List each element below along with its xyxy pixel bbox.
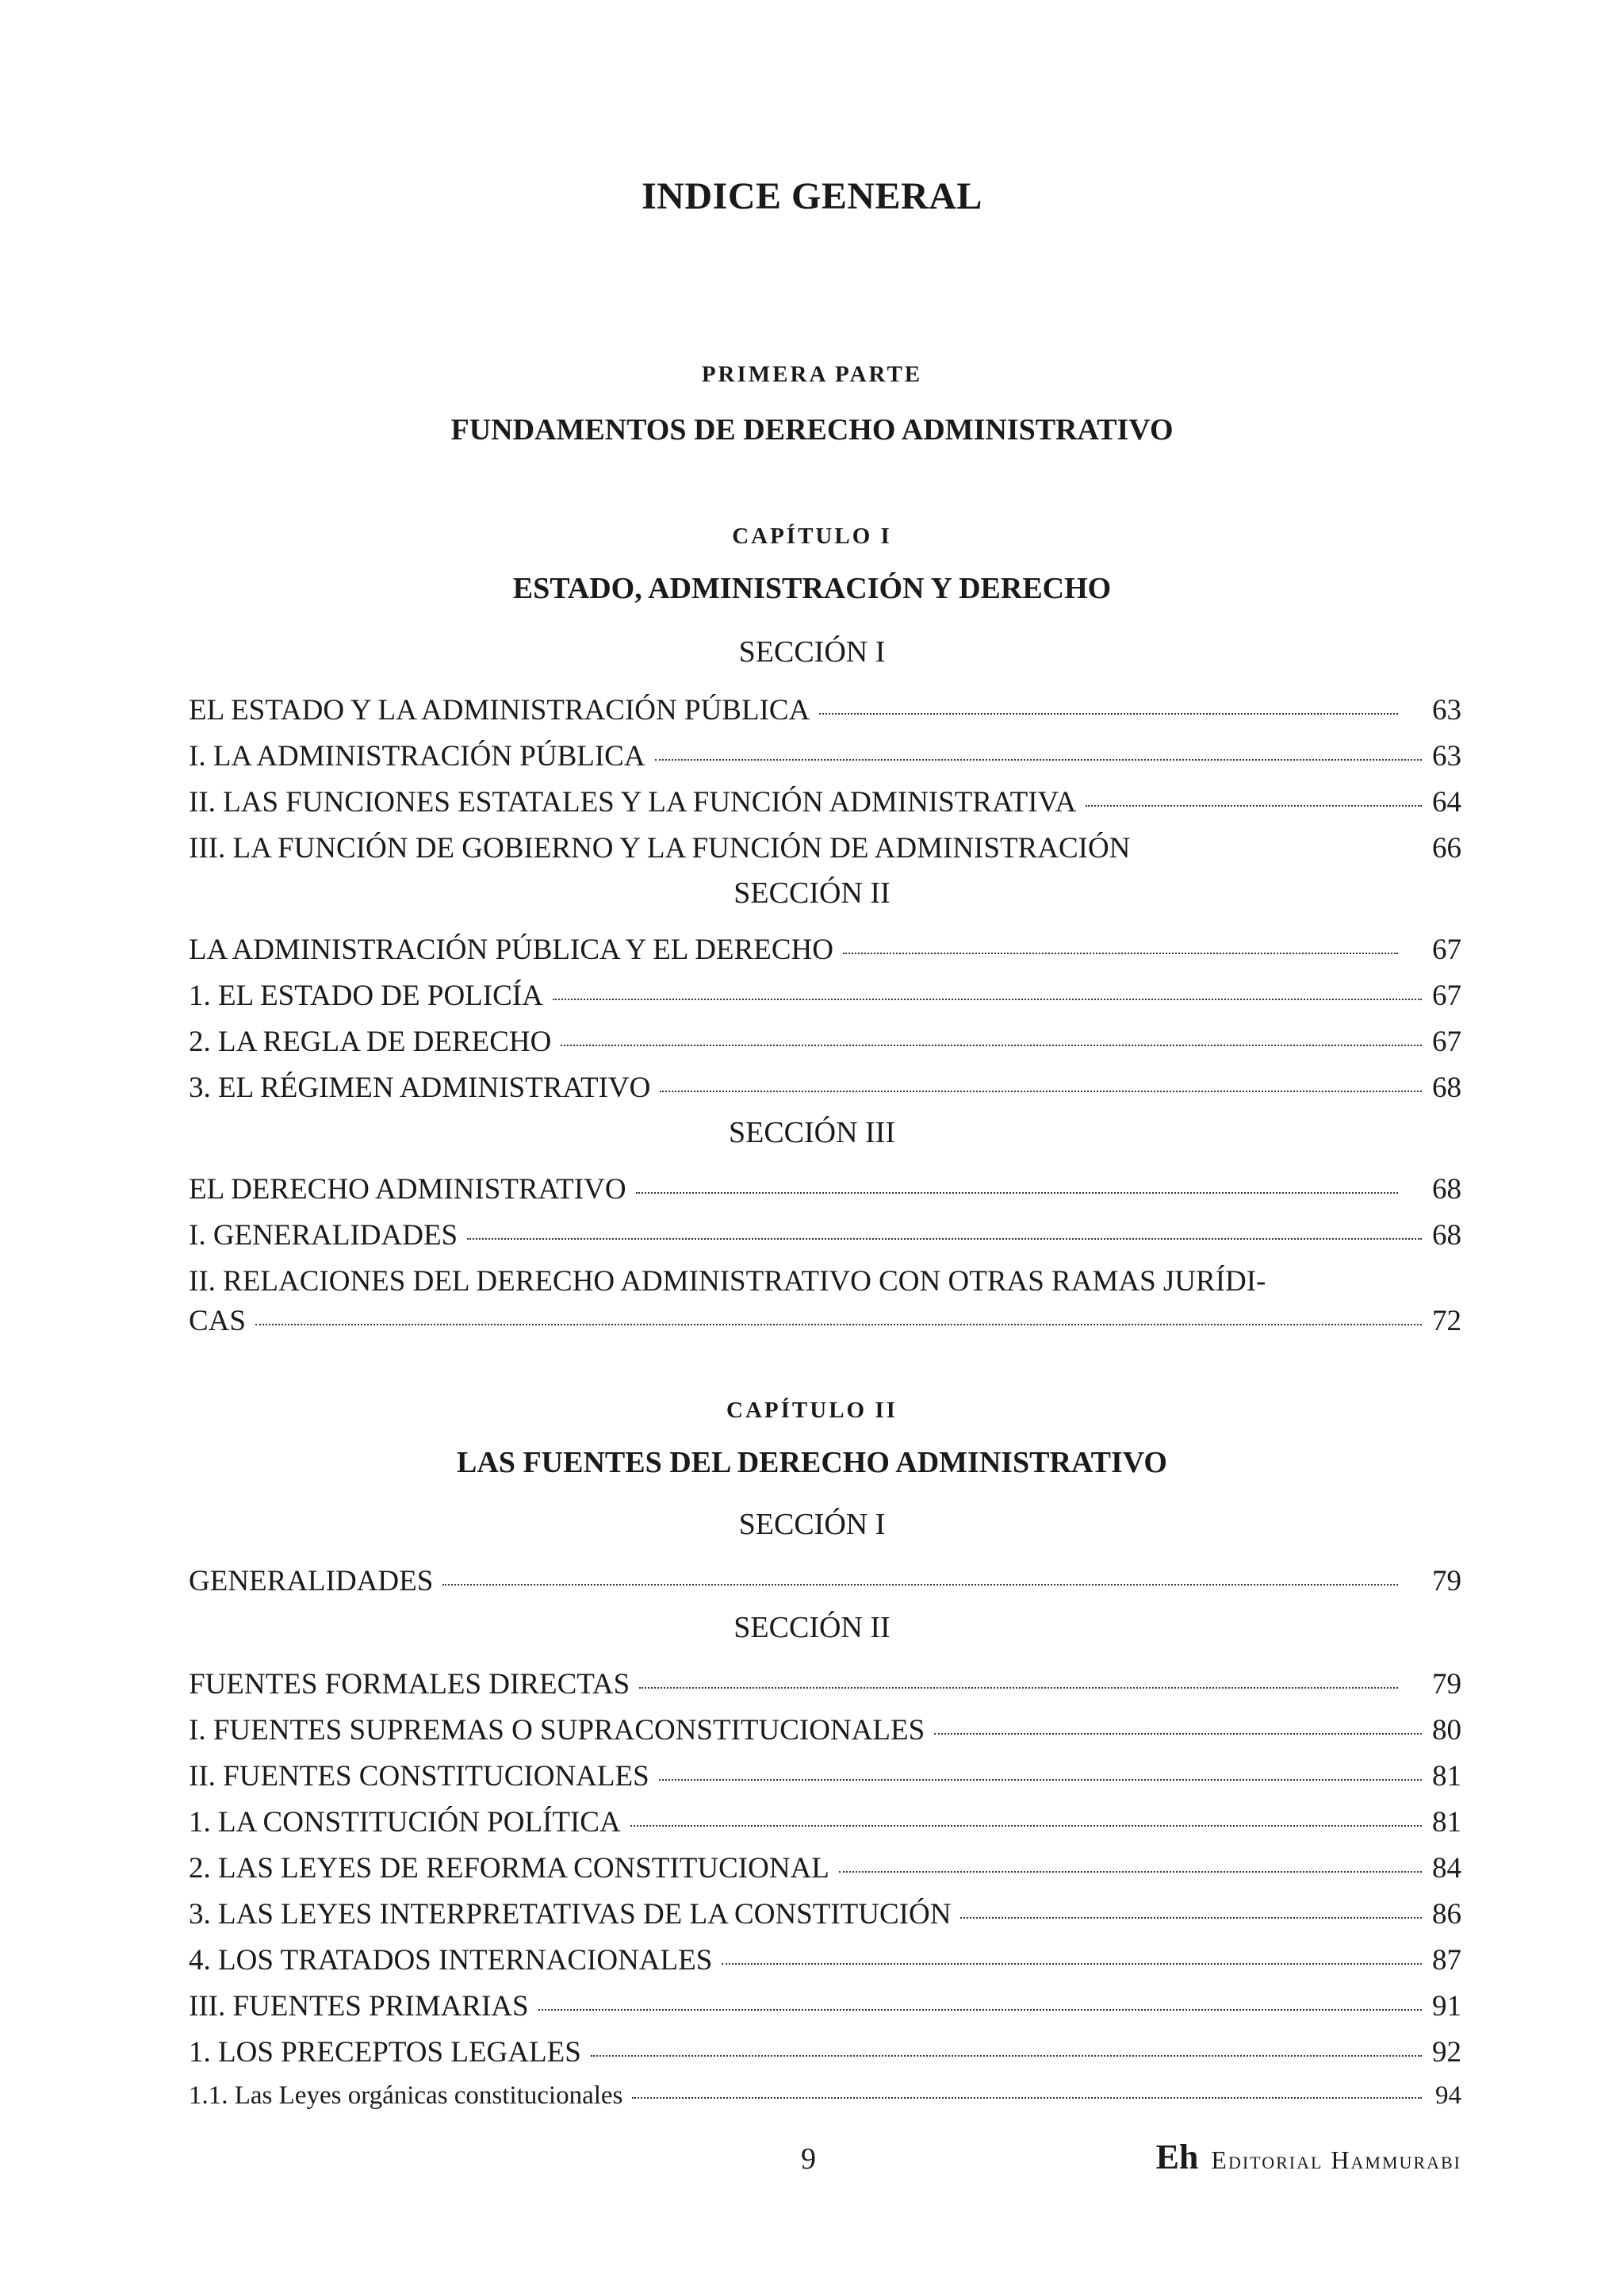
toc-entry-label: I. FUENTES SUPREMAS O SUPRACONSTITUCIONALES — [189, 1714, 925, 1747]
toc-entry-line1[interactable] — [189, 1264, 1461, 1302]
toc-entry-label: 1. LA CONSTITUCIÓN POLÍTICA — [189, 1806, 621, 1839]
toc-entry-label: EL ESTADO Y LA ADMINISTRACIÓN PÚBLICA — [189, 694, 810, 727]
toc-entry-label: II. FUENTES CONSTITUCIONALES — [189, 1760, 649, 1793]
toc-entry[interactable] — [189, 831, 1461, 869]
toc-entry-page: 66 — [1432, 832, 1461, 865]
part-label: PRIMERA PARTE — [701, 362, 923, 387]
toc-entry[interactable] — [189, 979, 1461, 1017]
publisher-name: Editorial Hammurabi — [1211, 2146, 1461, 2174]
toc-entry[interactable] — [189, 1172, 1461, 1210]
toc-entry-page: 86 — [1432, 1898, 1461, 1931]
chapter-label: CAPÍTULO II — [726, 1398, 898, 1423]
page-title: INDICE GENERAL — [642, 175, 982, 217]
toc-entry-page: 80 — [1432, 1714, 1461, 1747]
section-label: SECCIÓN I — [738, 1508, 886, 1541]
dot-leader — [1086, 805, 1422, 807]
chapter-title: ESTADO, ADMINISTRACIÓN Y DERECHO — [512, 572, 1112, 605]
toc-entry[interactable] — [189, 1897, 1461, 1935]
toc-entry[interactable] — [189, 1071, 1461, 1109]
dot-leader — [655, 759, 1422, 761]
dot-leader — [934, 1733, 1422, 1735]
toc-entry[interactable] — [189, 2035, 1461, 2073]
chapter-title: LAS FUENTES DEL DERECHO ADMINISTRATIVO — [457, 1446, 1167, 1479]
toc-entry-label: 1. EL ESTADO DE POLICÍA — [189, 980, 543, 1012]
toc-entry-page: 67 — [1432, 980, 1461, 1012]
toc-entry-label: FUENTES FORMALES DIRECTAS — [189, 1668, 630, 1701]
dot-leader — [659, 1779, 1422, 1781]
dot-leader — [636, 1192, 1398, 1194]
dot-leader — [591, 2055, 1422, 2057]
toc-entry[interactable] — [189, 1759, 1461, 1797]
toc-entry-page: 81 — [1432, 1806, 1461, 1839]
dot-leader — [442, 1584, 1398, 1586]
dot-leader — [630, 1825, 1422, 1827]
toc-entry-page: 68 — [1432, 1219, 1461, 1252]
section-label: SECCIÓN III — [728, 1116, 896, 1149]
toc-entry[interactable] — [189, 693, 1461, 731]
toc-entry-label: 3. LAS LEYES INTERPRETATIVAS DE LA CONSTITUCIÓN — [189, 1898, 952, 1931]
toc-entry-page: 64 — [1432, 786, 1461, 819]
dot-leader — [561, 1045, 1422, 1046]
toc-entry-label: 1.1. Las Leyes orgánicas constitucionales — [189, 2081, 623, 2110]
toc-entry-label: 3. EL RÉGIMEN ADMINISTRATIVO — [189, 1072, 651, 1104]
toc-entry[interactable] — [189, 785, 1461, 823]
toc-entry-page: 63 — [1432, 740, 1461, 773]
section-label: SECCIÓN I — [738, 635, 886, 669]
toc-entry-page: 79 — [1432, 1565, 1461, 1597]
dot-leader — [843, 953, 1398, 954]
toc-entry-page: 67 — [1432, 1026, 1461, 1058]
toc-entry-page: 79 — [1432, 1668, 1461, 1701]
toc-entry[interactable] — [189, 1667, 1461, 1705]
toc-entry-label: II. LAS FUNCIONES ESTATALES Y LA FUNCIÓN ADMINISTRATIVA — [189, 786, 1077, 819]
toc-entry-label: 2. LA REGLA DE DERECHO — [189, 1026, 552, 1058]
toc-entry[interactable] — [189, 1564, 1461, 1602]
publisher-logo: Eh — [1155, 2138, 1199, 2176]
toc-entry-page: 84 — [1432, 1852, 1461, 1885]
toc-entry-label: I. GENERALIDADES — [189, 1219, 458, 1252]
toc-entry-page: 67 — [1432, 934, 1461, 966]
toc-entry-page: 68 — [1432, 1072, 1461, 1104]
section-label: SECCIÓN II — [733, 1611, 891, 1644]
toc-entry-page: 94 — [1435, 2081, 1461, 2110]
toc-entry-label: 4. LOS TRATADOS INTERNACIONALES — [189, 1944, 713, 1977]
toc-entry[interactable] — [189, 1218, 1461, 1256]
dot-leader — [660, 1091, 1422, 1092]
chapter-label: CAPÍTULO I — [732, 523, 892, 549]
toc-entry-page: 63 — [1432, 694, 1461, 727]
dot-leader — [632, 2097, 1422, 2099]
page-number: 9 — [801, 2142, 816, 2176]
dot-leader — [839, 1871, 1422, 1873]
dot-leader — [255, 1324, 1422, 1325]
part-title: FUNDAMENTOS DE DERECHO ADMINISTRATIVO — [450, 413, 1174, 447]
toc-entry[interactable] — [189, 1805, 1461, 1843]
toc-entry-label: I. LA ADMINISTRACIÓN PÚBLICA — [189, 740, 645, 773]
dot-leader — [467, 1238, 1422, 1240]
dot-leader — [538, 2009, 1422, 2011]
toc-entry-label: LA ADMINISTRACIÓN PÚBLICA Y EL DERECHO — [189, 934, 833, 966]
toc-entry-label: III. LA FUNCIÓN DE GOBIERNO Y LA FUNCIÓN DE ADMINISTRACIÓN — [189, 832, 1131, 865]
toc-entry[interactable] — [189, 1989, 1461, 2027]
dot-leader — [639, 1687, 1398, 1689]
toc-entry[interactable] — [189, 1851, 1461, 1889]
section-label: SECCIÓN II — [733, 876, 891, 910]
toc-entry[interactable] — [189, 1025, 1461, 1063]
toc-entry-label: GENERALIDADES — [189, 1565, 434, 1597]
dot-leader — [960, 1917, 1422, 1919]
toc-entry-page: 87 — [1432, 1944, 1461, 1977]
dot-leader — [553, 999, 1422, 1000]
toc-entry-label: 1. LOS PRECEPTOS LEGALES — [189, 2036, 581, 2069]
toc-entry-label: EL DERECHO ADMINISTRATIVO — [189, 1173, 626, 1206]
toc-entry[interactable] — [189, 1304, 1461, 1342]
toc-entry[interactable] — [189, 1713, 1461, 1751]
toc-entry[interactable] — [189, 933, 1461, 971]
toc-entry[interactable] — [189, 739, 1461, 777]
toc-entry[interactable] — [189, 1943, 1461, 1981]
toc-entry-label: CAS — [189, 1305, 246, 1337]
toc-entry-page: 68 — [1432, 1173, 1461, 1206]
toc-entry-label: 2. LAS LEYES DE REFORMA CONSTITUCIONAL — [189, 1852, 829, 1885]
publisher-brand — [1156, 2137, 1461, 2177]
dot-leader — [819, 713, 1398, 715]
toc-entry-label: III. FUENTES PRIMARIAS — [189, 1990, 529, 2023]
dot-leader — [722, 1963, 1422, 1965]
toc-entry-page: 72 — [1432, 1305, 1461, 1337]
toc-entry-page: 92 — [1432, 2036, 1461, 2069]
toc-entry[interactable] — [189, 2081, 1461, 2119]
toc-entry-page: 91 — [1432, 1990, 1461, 2023]
toc-entry-label: II. RELACIONES DEL DERECHO ADMINISTRATIVO CON OTRAS RAMAS JURÍDI- — [189, 1265, 1266, 1298]
toc-entry-page: 81 — [1432, 1760, 1461, 1793]
